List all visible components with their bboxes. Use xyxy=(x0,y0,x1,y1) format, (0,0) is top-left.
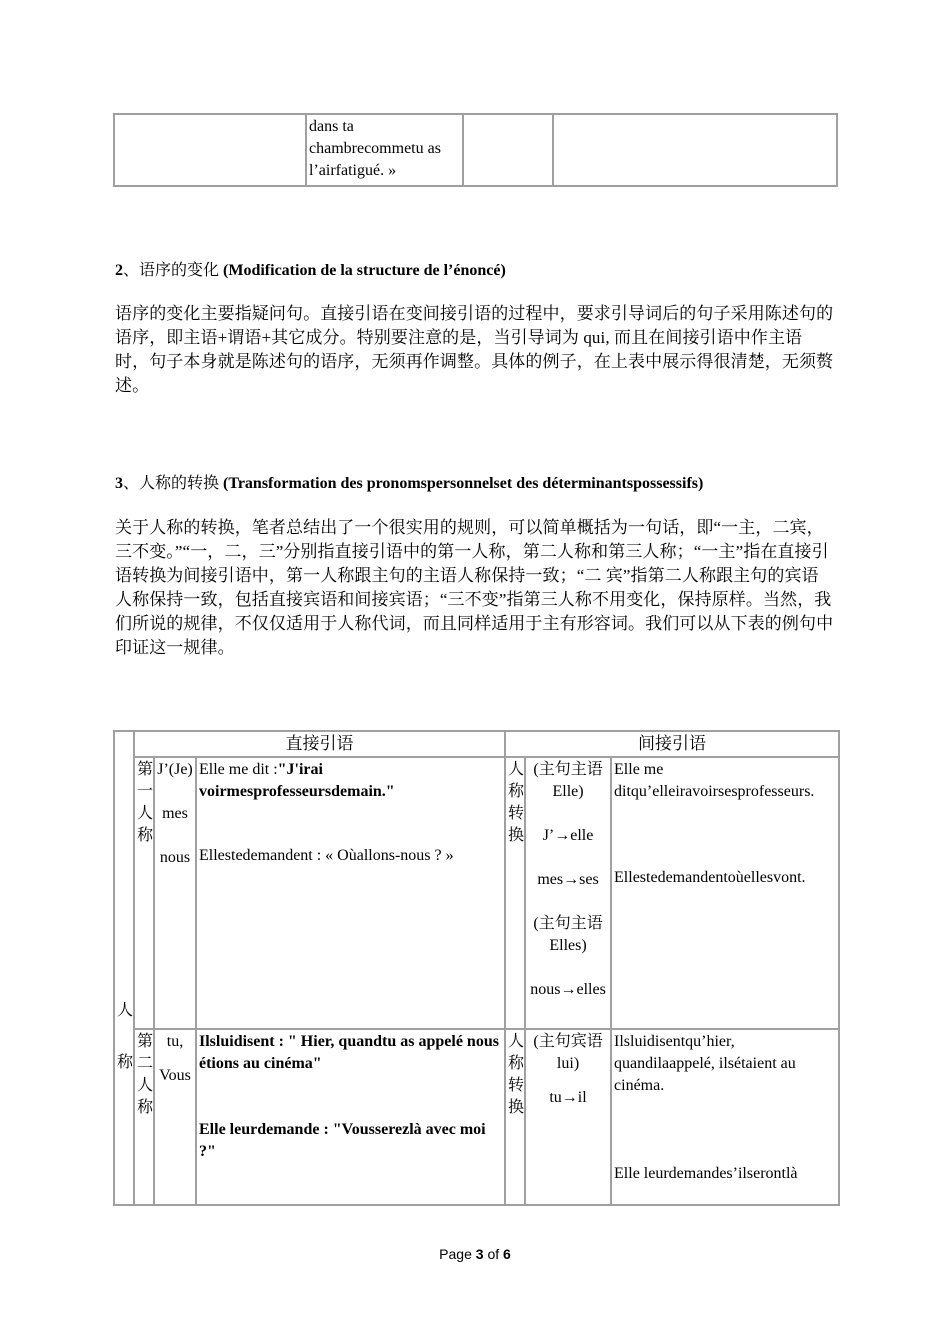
side-label-cell xyxy=(114,731,134,1205)
direct-text: Elle me dit : xyxy=(199,761,278,778)
pronoun: J’(Je) xyxy=(157,761,193,778)
table-row xyxy=(114,757,839,1029)
section-title-cn: 、语序的变化 xyxy=(123,262,224,279)
person-label-cell: 第一人称 xyxy=(134,757,154,1029)
transform-item: (主句宾语lui) xyxy=(533,1033,603,1072)
pronoun: mes xyxy=(162,805,188,822)
section-title-fr: (Transformation des pronomspersonnelset des déterminantspossessifs) xyxy=(223,475,704,492)
table-header-row xyxy=(114,731,839,757)
paragraph-text: 关于人称的转换，笔者总结出了一个很实用的规则，可以简单概括为一句话，即“一主，二宾，三不变。”“一，二，三”分别指直接引语中的第一人称，第二人称和第三人称；“一主”指在直接引语转换为间接引语中，第一人称跟主句的主语人称保持一致；“二 宾”指第二人称跟主句的宾语人称保持一致，包括直接宾语和间接宾语；“三不变”指第三人称不用变化，保持原样。当然，我们所说的规律，不仅仅适用于人称代词，而且同样适用于主有形容词。我们可以从下表的例句中印证这一规律。 xyxy=(115,518,834,657)
page-footer xyxy=(0,1246,950,1262)
transform-item: (主句主语Elle) xyxy=(533,761,603,800)
direct-text-bold: "J'irai voirmesprofesseursdemain." xyxy=(199,761,395,800)
pronoun-cell xyxy=(154,1029,196,1205)
transform-item: tu→il xyxy=(549,1089,587,1106)
page-word: Page xyxy=(439,1246,476,1262)
direct-speech-cell xyxy=(196,757,505,1029)
section-3-paragraph xyxy=(115,516,835,660)
header-indirect: 间接引语 xyxy=(505,731,839,757)
section-2-paragraph xyxy=(115,302,835,398)
section-number: 3 xyxy=(115,475,123,492)
side-label-1: 人 xyxy=(117,1002,134,1019)
indirect-speech-cell xyxy=(611,757,839,1029)
direct-example xyxy=(199,1031,502,1075)
section-number: 2 xyxy=(115,262,123,279)
paragraph-text: 语序的变化主要指疑问句。直接引语在变间接引语的过程中，要求引导词后的句子采用陈述句的语序，即主语+谓语+其它成分。特别要注意的是，当引导词为 qui, 而且在间接引语中作主语时，句子本身就是陈述句的语序，无须再作调整。具体的例子，在上表中展示得很清楚，无须赘述。 xyxy=(115,304,834,395)
indirect-example: Ilsluidisentqu’hier, quandilaappelé, ilsétaient au cinéma. xyxy=(614,1033,796,1094)
section-2-heading xyxy=(115,257,506,280)
header-direct: 直接引语 xyxy=(134,731,505,757)
transform-item: (主句主语Elles) xyxy=(533,915,603,954)
pronoun: tu, xyxy=(166,1033,184,1050)
pronoun: Vous xyxy=(159,1067,191,1084)
page-total: 6 xyxy=(503,1246,511,1262)
indirect-speech-cell xyxy=(611,1029,839,1205)
page-of: of xyxy=(483,1246,504,1262)
page-current: 3 xyxy=(475,1246,484,1262)
transform-item: nous→elles xyxy=(530,981,606,998)
table-cell xyxy=(463,114,553,186)
direct-example: Ellestedemandent : « Oùallons-nous ? » xyxy=(199,847,454,864)
table-cell xyxy=(553,114,837,186)
pronoun: nous xyxy=(159,849,191,866)
direct-text-bold: Elle leurdemande : "Vousserezlà avec moi ?" xyxy=(199,1121,486,1160)
transform-cell xyxy=(525,1029,611,1205)
section-3-heading xyxy=(115,470,703,493)
table-row xyxy=(114,1029,839,1205)
person-table xyxy=(113,730,840,1206)
transform-label-cell: 人称转换 xyxy=(505,1029,525,1205)
indirect-example: Ellestedemandentoùellesvont. xyxy=(614,869,806,886)
direct-speech-cell xyxy=(196,1029,505,1205)
top-table xyxy=(113,113,838,187)
direct-example xyxy=(199,759,502,803)
person-label-cell: 第二人称 xyxy=(134,1029,154,1205)
indirect-example: Elle me ditqu’elleiravoirsesprofesseurs. xyxy=(614,761,815,800)
table-cell: dans ta chambrecommetu as l’airfatigué. » xyxy=(306,114,463,186)
pronoun-cell xyxy=(154,757,196,1029)
direct-example xyxy=(199,1119,502,1163)
indirect-example: Elle leurdemandes’ilserontlà xyxy=(614,1165,798,1182)
transform-cell xyxy=(525,757,611,1029)
transform-label-cell: 人称转换 xyxy=(505,757,525,1029)
transform-item: J’→elle xyxy=(542,827,594,844)
section-title-fr: (Modification de la structure de l’énoncé) xyxy=(223,262,506,279)
section-title-cn: 、人称的转换 xyxy=(123,475,224,492)
table-cell xyxy=(114,114,306,186)
table-row xyxy=(114,114,837,186)
direct-text-bold: Ilsluidisent : " Hier, quandtu as appelé nous étions au cinéma" xyxy=(199,1033,499,1072)
side-label-2: 称 xyxy=(117,1054,134,1071)
transform-item: mes→ses xyxy=(537,871,599,888)
